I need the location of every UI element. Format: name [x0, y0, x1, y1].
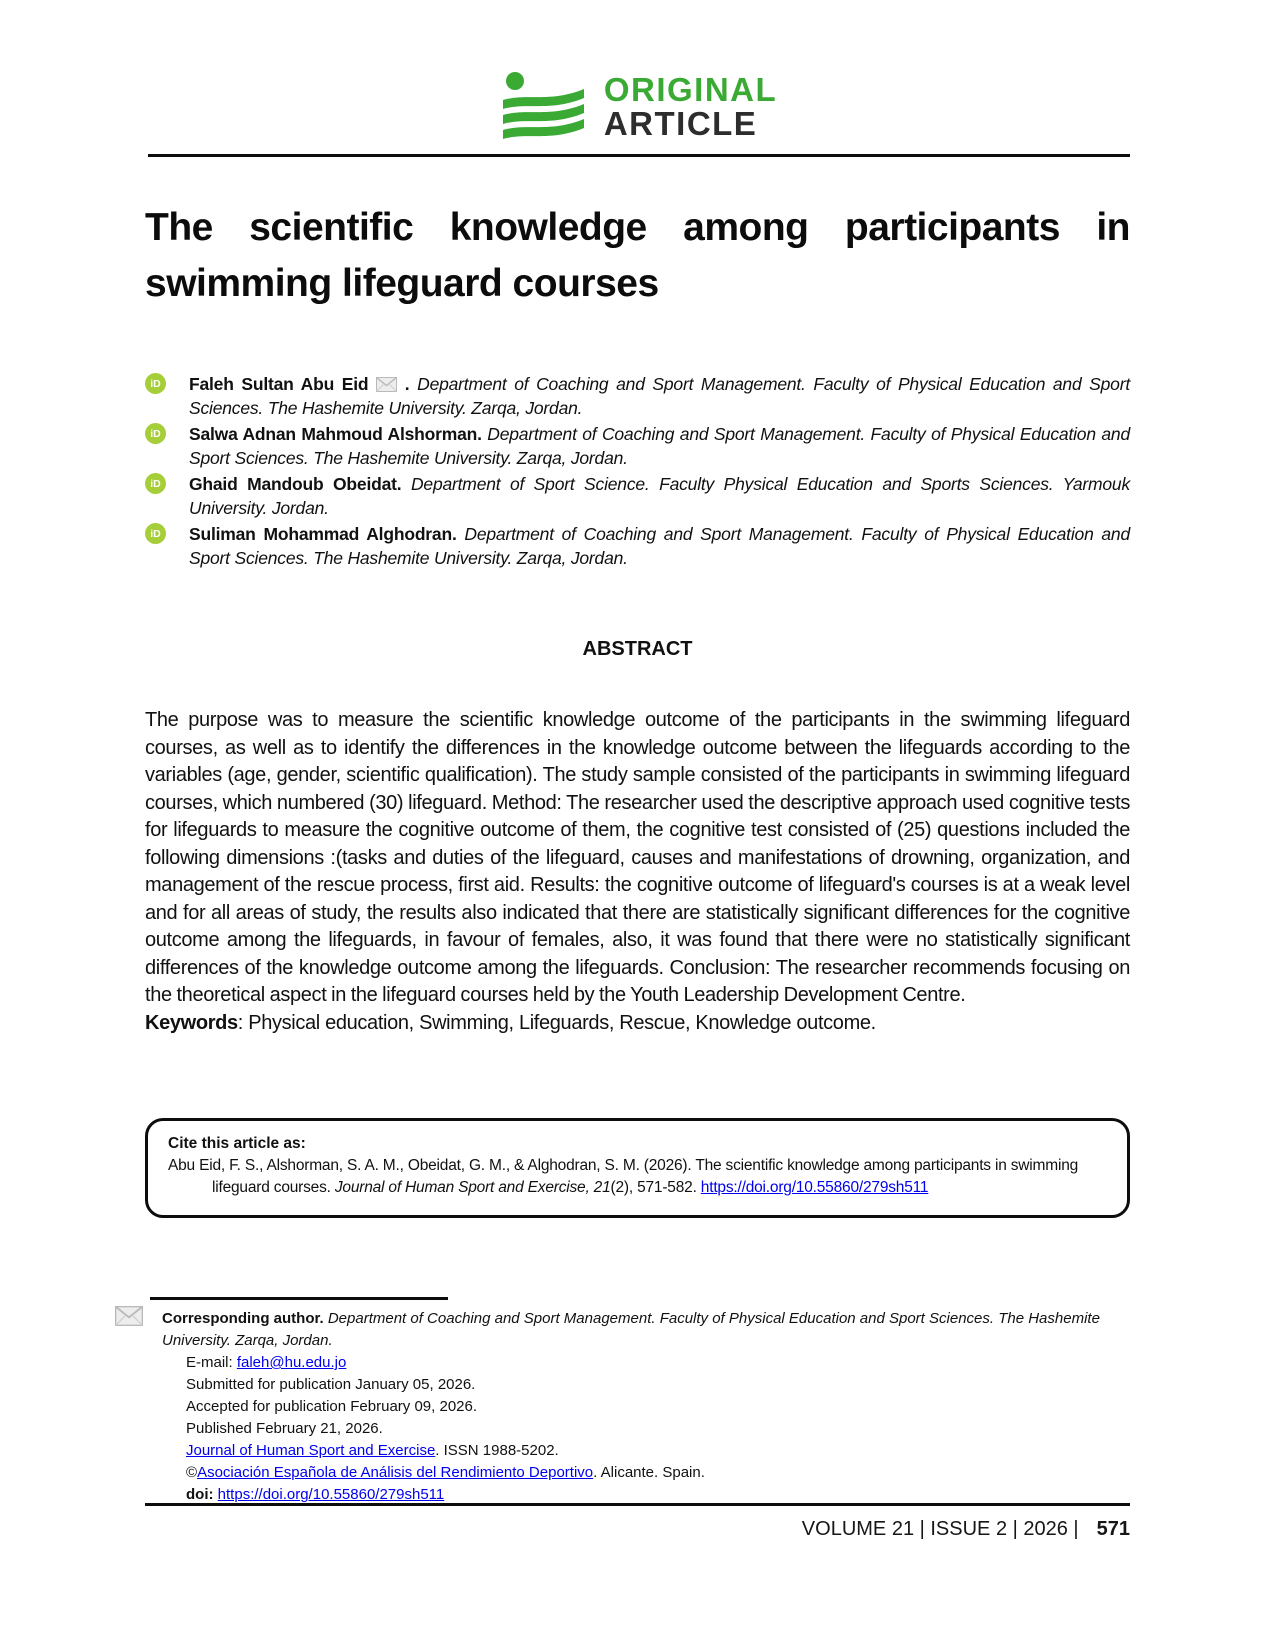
copyright-symbol: ©: [186, 1464, 198, 1481]
keywords-line: [145, 1010, 1130, 1038]
association-line: [162, 1462, 1130, 1484]
citation-journal: Journal of Human Sport and Exercise, 21: [334, 1179, 611, 1196]
cite-box: [145, 1118, 1130, 1218]
published-line: Published February 21, 2026.: [186, 1420, 383, 1437]
doi-label: doi:: [186, 1486, 214, 1503]
author-affiliation: Department of Coaching and Sport Management. Faculty of Physical Education and Sport Sciences. The Hashemite University. Zarqa, Jordan.: [189, 524, 1130, 568]
author-affiliation: Department of Coaching and Sport Management. Faculty of Physical Education and Sport Sciences. The Hashemite University. Zarqa, Jordan.: [189, 374, 1130, 418]
abstract-body: The purpose was to measure the scientific knowledge outcome of the participants in the swimming lifeguard courses, as well as to identify the differences in the knowledge outcome between the lifeguards according to the variables (age, gender, scientific qualification). The study sample consisted of the participants in swimming lifeguard courses, which numbered (30) lifeguard. Method: The researcher used the descriptive approach used cognitive tests for lifeguards to measure the cognitive outcome of them, the cognitive test consisted of (25) questions included the following dimensions :(tasks and duties of the lifeguard, causes and manifestations of drowning, organization, and management of the rescue process, first aid. Results: the cognitive outcome of lifeguard's courses is at a weak level and for all areas of study, the results also indicated that there are statistically significant differences for the cognitive outcome among the lifeguards, in favour of females, also, it was found that there were no statistically significant differences of the knowledge outcome among the lifeguards. Conclusion: The researcher recommends focusing on the theoretical aspect in the lifeguard courses held by the Youth Leadership Development Centre.: [145, 709, 1130, 1006]
citation-authors: Abu Eid, F. S., Alshorman, S. A. M., Obeidat, G. M., & Alghodran, S. M. (2026). The scientific knowledge among participants in swimming lifeguard courses.: [168, 1157, 1079, 1196]
author-entry: [145, 522, 1130, 570]
author-line: [189, 372, 1130, 420]
badge-word-article: ARTICLE: [603, 105, 758, 142]
orcid-icon[interactable]: iD: [145, 473, 166, 494]
page-title: The scientific knowledge among participants in swimming lifeguard courses: [145, 206, 1130, 305]
cite-text: [168, 1155, 1107, 1199]
header-divider: [148, 154, 1130, 157]
corresponding-line: [162, 1308, 1130, 1352]
author-name: Salwa Adnan Mahmoud Alshorman.: [189, 424, 482, 444]
badge-word-original: ORIGINAL: [603, 71, 778, 108]
corresponding-affiliation: Department of Coaching and Sport Management. Faculty of Physical Education and Sport Sciences. The Hashemite University. Zarqa, Jordan.: [162, 1310, 1100, 1349]
author-affiliation: Department of Sport Science. Faculty Physical Education and Sports Sciences. Yarmouk University. Jordan.: [189, 474, 1130, 518]
page-number: 571: [1096, 1518, 1130, 1540]
accepted-line: Accepted for publication February 09, 2026.: [186, 1398, 478, 1415]
volume-issue-line: [145, 1514, 1130, 1544]
submitted-line: Submitted for publication January 05, 2026.: [186, 1376, 476, 1393]
author-line: [189, 522, 1130, 570]
journal-issn: . ISSN 1988-5202.: [435, 1442, 559, 1459]
association-link[interactable]: Asociación Española de Análisis del Rendimiento Deportivo: [197, 1464, 594, 1481]
association-location: . Alicante. Spain.: [593, 1464, 705, 1481]
badge-text: [604, 73, 777, 141]
corresponding-email-icon: [115, 1306, 143, 1326]
journal-line: [162, 1440, 1130, 1462]
orcid-icon[interactable]: iD: [145, 423, 166, 444]
journal-logo-icon: [498, 70, 588, 144]
original-article-badge: [0, 70, 1275, 144]
abstract-heading: ABSTRACT: [582, 638, 693, 660]
author-entry: [145, 422, 1130, 470]
author-entry: [145, 472, 1130, 520]
journal-link[interactable]: Journal of Human Sport and Exercise: [186, 1442, 436, 1459]
email-label: E-mail:: [186, 1354, 237, 1371]
citation-pages: (2), 571-582.: [610, 1179, 701, 1196]
citation-doi-link[interactable]: https://doi.org/10.55860/279sh511: [700, 1179, 929, 1196]
orcid-icon[interactable]: iD: [145, 523, 166, 544]
author-name-suffix: .: [404, 374, 410, 394]
author-line: [189, 472, 1130, 520]
author-affiliation: Department of Coaching and Sport Management. Faculty of Physical Education and Sport Sciences. The Hashemite University. Zarqa, Jordan.: [189, 424, 1130, 468]
author-line: [189, 422, 1130, 470]
author-name: Suliman Mohammad Alghodran.: [189, 524, 457, 544]
doi-link[interactable]: https://doi.org/10.55860/279sh511: [217, 1486, 445, 1503]
email-line: [162, 1352, 1130, 1374]
cite-heading: Cite this article as:: [168, 1135, 306, 1152]
author-list: [145, 372, 1130, 570]
author-name: Ghaid Mandoub Obeidat.: [189, 474, 402, 494]
email-icon: [376, 377, 397, 392]
keywords-values: : Physical education, Swimming, Lifeguards, Rescue, Knowledge outcome.: [237, 1011, 876, 1034]
volume-issue-text: VOLUME 21 | ISSUE 2 | 2026 |: [801, 1518, 1079, 1540]
email-link[interactable]: faleh@hu.edu.jo: [236, 1354, 347, 1371]
author-name: Faleh Sultan Abu Eid: [189, 374, 369, 394]
corresponding-label: Corresponding author.: [162, 1310, 324, 1327]
orcid-icon[interactable]: iD: [145, 373, 166, 394]
corresponding-block: [162, 1308, 1130, 1506]
abstract-section: [145, 638, 1130, 1037]
footnote-divider: [150, 1297, 448, 1300]
keywords-label: Keywords: [145, 1011, 238, 1034]
footer-divider: [145, 1503, 1130, 1506]
author-entry: [145, 372, 1130, 420]
